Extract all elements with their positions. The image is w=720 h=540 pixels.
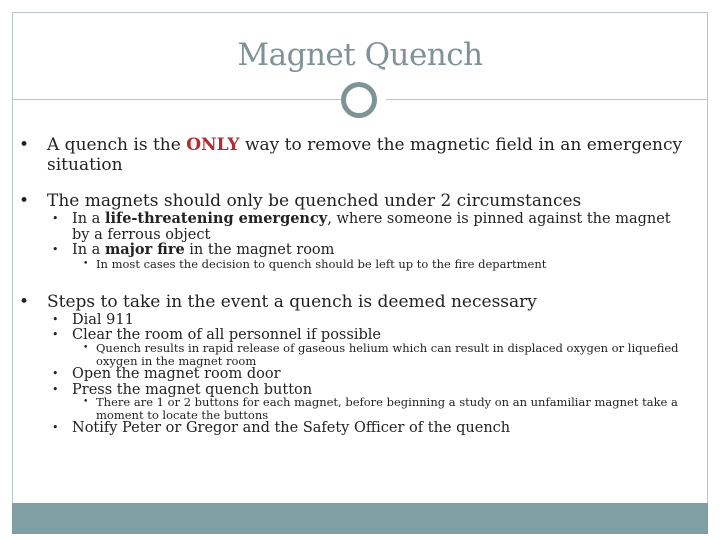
- bullet-dot: •: [19, 191, 30, 211]
- bullet-dot: •: [52, 243, 59, 256]
- bullet-dot: •: [52, 421, 59, 434]
- step-text: Dial 911: [72, 312, 134, 328]
- sub-bullet-text-post: , where someone is pinned against the magnet by a ferrous object: [72, 211, 671, 243]
- sub-bullet-text: [72, 242, 692, 258]
- bullet-text: [47, 135, 707, 175]
- bullet-dot: •: [83, 343, 89, 353]
- bullet-text-pre: A quench is the: [47, 135, 187, 155]
- bullet-text-post: way to remove the magnetic field in an emergency situation: [47, 135, 683, 175]
- sub-bullet-text-post: in the magnet room: [184, 242, 335, 258]
- sub-bullet-text: [72, 211, 692, 243]
- note-text: Quench results in rapid release of gaseous helium which can result in displaced oxygen or liquefied oxygen in the magnet room: [96, 341, 679, 368]
- bullet-text: The magnets should only be quenched under 2 circumstances: [47, 191, 582, 211]
- step-text: Open the magnet room door: [72, 366, 281, 382]
- step-text: Press the magnet quench button: [72, 382, 313, 398]
- bullet-dot: •: [52, 328, 59, 341]
- bullet-dot: •: [83, 259, 89, 269]
- slide-title: Magnet Quench: [237, 37, 483, 73]
- bullet-dot: •: [19, 292, 30, 312]
- step-text: Clear the room of all personnel if possible: [72, 327, 381, 343]
- sub-bullet-text-pre: In a: [72, 211, 105, 227]
- bullet-text: Steps to take in the event a quench is deemed necessary: [47, 292, 537, 312]
- note-text: There are 1 or 2 buttons for each magnet, before beginning a study on an unfamiliar magnet take a moment to locate the buttons: [96, 395, 678, 422]
- bullet-dot: •: [19, 135, 30, 155]
- step-text: Notify Peter or Gregor and the Safety Officer of the quench: [72, 420, 511, 436]
- sub-bullet-text-pre: In a: [72, 242, 105, 258]
- bullet-dot: •: [83, 397, 89, 407]
- bullet-dot: •: [52, 313, 59, 326]
- footer-bar: [12, 503, 708, 534]
- note-text: In most cases the decision to quench should be left up to the fire department: [96, 257, 547, 271]
- bullet-dot: •: [52, 367, 59, 380]
- sub-bullet-text-emphasis: major fire: [104, 241, 185, 258]
- bullet-dot: •: [52, 212, 59, 225]
- bullet-text-emphasis: ONLY: [186, 135, 240, 155]
- bullet-dot: •: [52, 383, 59, 396]
- sub-bullet-text-emphasis: life-threatening emergency: [104, 210, 328, 227]
